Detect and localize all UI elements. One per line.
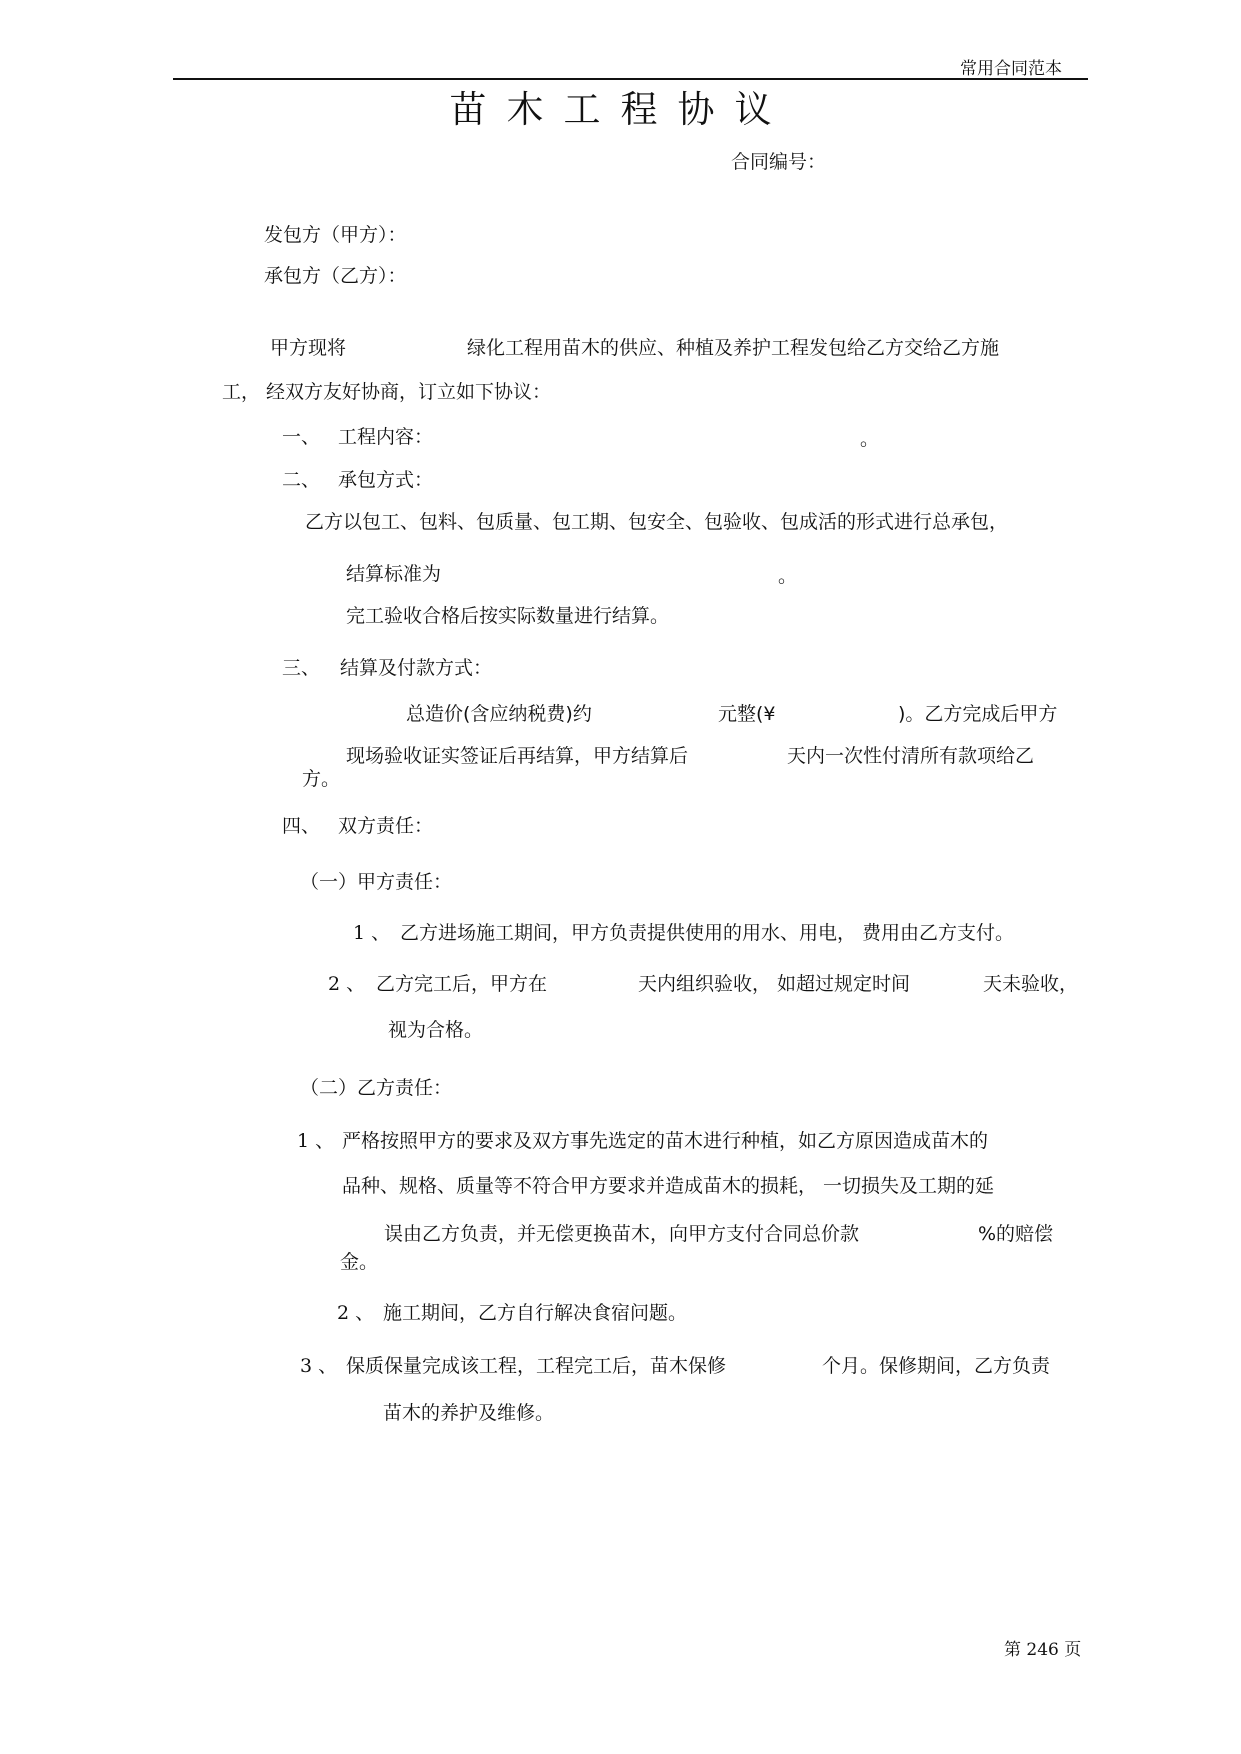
party-b-duty1d: %的赔偿 [978,1223,1054,1245]
party-b-duty1b: 品种、规格、质量等不符合甲方要求并造成苗木的损耗， 一切损失及工期的延 [342,1175,995,1197]
section3-line2b: 天内一次性付清所有款项给乙 [787,745,1035,767]
intro-line2: 工， 经双方友好协商，订立如下协议： [222,381,552,403]
party-a-duty2-number: 2 、 [328,973,366,995]
party-b-duty1-number: 1 、 [297,1130,335,1152]
section4-title: 双方责任： [338,815,434,837]
party-b-duty3a: 保质保量完成该工程，工程完工后，苗木保修 [346,1355,727,1377]
section1-number: 一、 [282,426,321,448]
party-b-label: 承包方（乙方）： [264,265,407,287]
party-b-duty2: 施工期间，乙方自行解决食宿问题。 [383,1302,688,1324]
header-rule [173,78,1088,80]
section1-end: 。 [860,428,880,450]
party-a-duties-title: （一）甲方责任： [300,871,453,893]
section3-line1b: 元整(¥ [718,703,776,725]
section2-paragraph2: 结算标准为 [346,563,442,585]
party-a-duty2c: 天未验收， [983,973,1079,995]
section3-line2a: 现场验收证实签证后再结算，甲方结算后 [346,745,689,767]
party-b-duties-title: （二）乙方责任： [300,1077,453,1099]
section3-line3: 方。 [302,768,341,790]
section3-title: 结算及付款方式： [340,657,493,679]
intro-rest: 绿化工程用苗木的供应、种植及养护工程发包给乙方交给乙方施 [467,337,1000,359]
header-label: 常用合同范本 [960,59,1062,79]
section2-title: 承包方式： [338,469,434,491]
section3-line1a: 总造价(含应纳税费)约 [406,703,592,725]
section2-number: 二、 [282,469,321,491]
party-b-duty1a: 严格按照甲方的要求及双方事先选定的苗木进行种植，如乙方原因造成苗木的 [342,1130,989,1152]
section1-title: 工程内容： [338,426,434,448]
section2-paragraph2-end: 。 [778,565,798,587]
section2-paragraph3: 完工验收合格后按实际数量进行结算。 [346,605,670,627]
party-b-duty3c: 苗木的养护及维修。 [383,1402,555,1424]
section3-line1c: )。乙方完成后甲方 [898,703,1058,725]
party-a-label: 发包方（甲方）： [264,224,407,246]
intro-lead: 甲方现将 [270,337,347,359]
party-b-duty2-number: 2 、 [337,1302,375,1324]
party-b-duty1c: 误由乙方负责，并无偿更换苗木，向甲方支付合同总价款 [384,1223,860,1245]
party-b-duty3b: 个月。保修期间，乙方负责 [822,1355,1051,1377]
page-number: 第 246 页 [1004,1640,1082,1660]
contract-number-label: 合同编号： [731,151,827,173]
document-title: 苗木工程协议 [449,88,792,131]
party-a-duty2d: 视为合格。 [388,1019,484,1041]
section3-number: 三、 [282,657,321,679]
section2-paragraph1: 乙方以包工、包料、包质量、包工期、包安全、包验收、包成活的形式进行总承包， [305,511,1009,533]
party-a-duty2b: 天内组织验收， 如超过规定时间 [638,973,911,995]
section4-number: 四、 [282,815,321,837]
party-b-duty3-number: 3 、 [300,1355,338,1377]
party-a-duty2a: 乙方完工后，甲方在 [376,973,548,995]
party-a-duty1: 乙方进场施工期间，甲方负责提供使用的用水、用电， 费用由乙方支付。 [400,922,1015,944]
party-b-duty1e: 金。 [340,1251,379,1273]
party-a-duty1-number: 1 、 [353,922,391,944]
